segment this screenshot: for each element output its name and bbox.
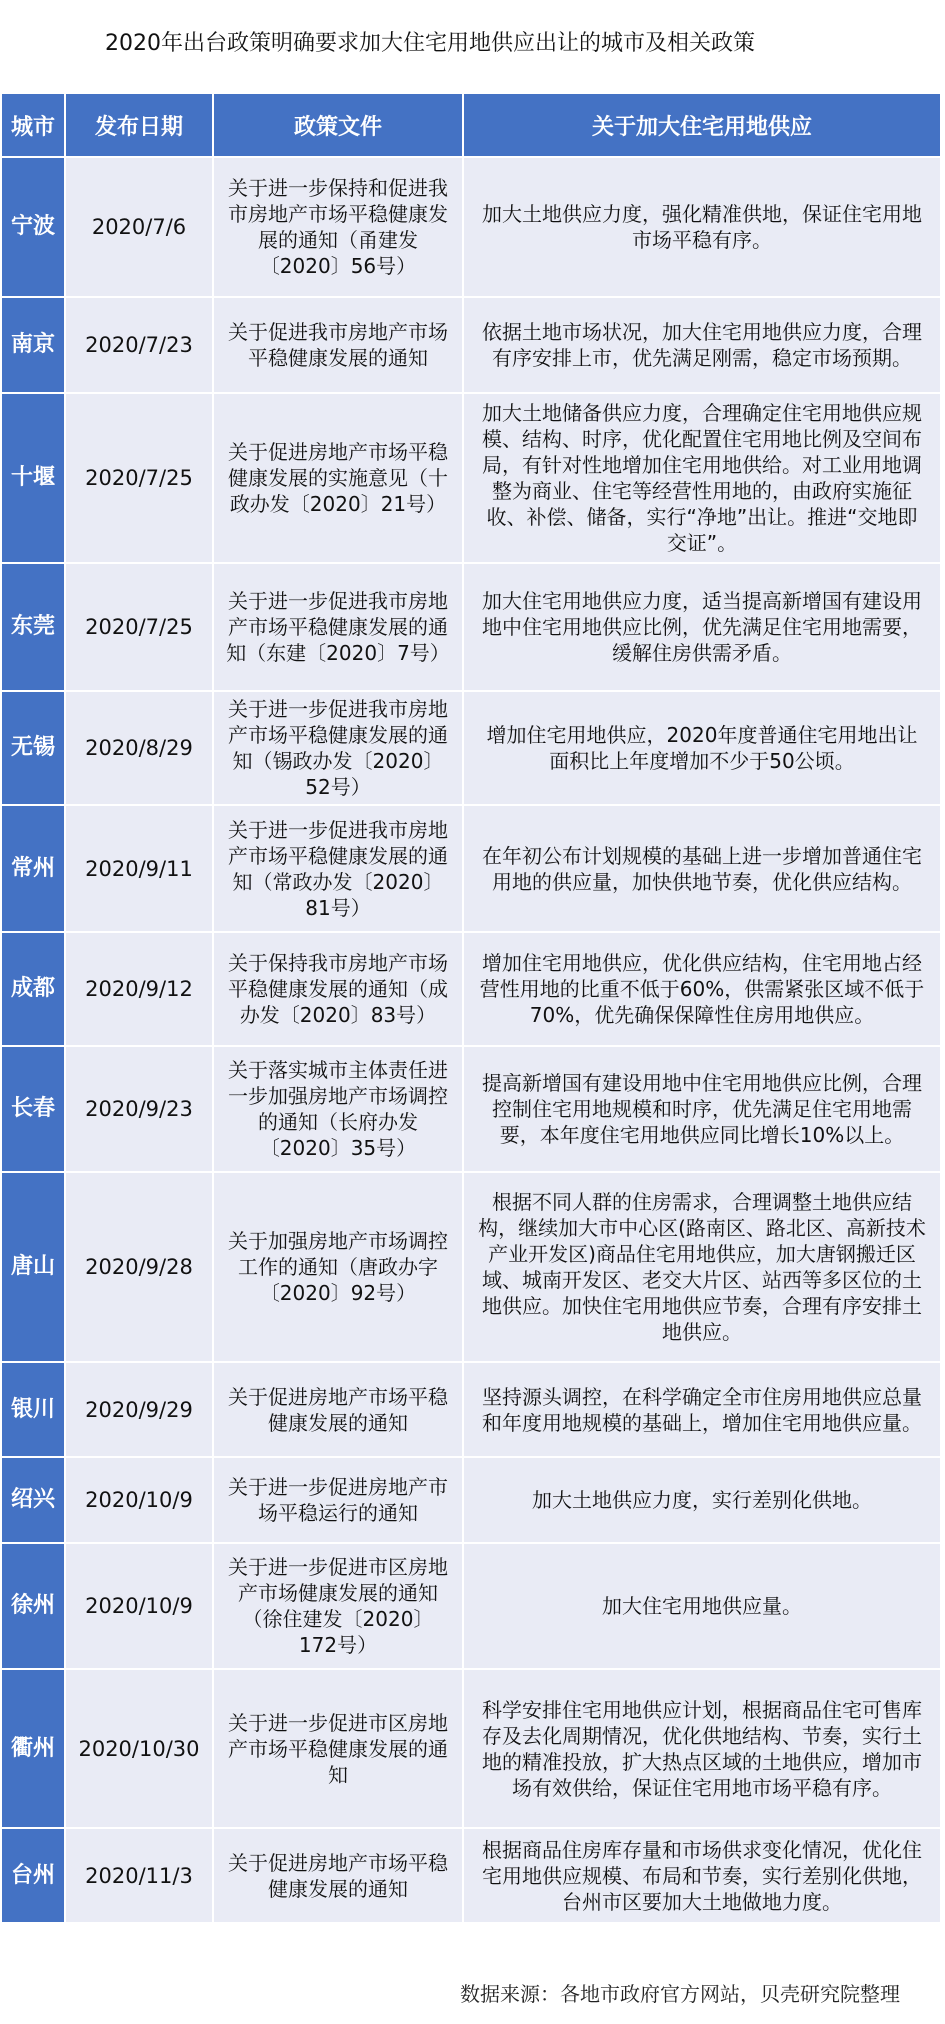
document-cell: 关于进一步促进市区房地产市场平稳健康发展的通知 bbox=[213, 1669, 463, 1828]
city-cell: 东莞 bbox=[1, 563, 65, 691]
document-cell: 关于落实城市主体责任进一步加强房地产市场调控的通知（长府办发〔2020〕35号） bbox=[213, 1046, 463, 1172]
date-cell: 2020/9/11 bbox=[65, 805, 213, 932]
policy-cell: 根据不同人群的住房需求，合理调整土地供应结构，继续加大市中心区(路南区、路北区、高新技术产业开发区)商品住宅用地供应，加大唐钢搬迁区域、城南开发区、老交大片区、站西等多区位的土地供应。加快住宅用地供应节奏，合理有序安排土地供应。 bbox=[463, 1172, 941, 1362]
date-cell: 2020/9/12 bbox=[65, 932, 213, 1046]
table-header-row bbox=[1, 93, 941, 157]
table-row bbox=[1, 1457, 941, 1543]
table-row bbox=[1, 1362, 941, 1457]
header-document: 政策文件 bbox=[213, 93, 463, 157]
date-cell: 2020/7/6 bbox=[65, 157, 213, 297]
city-cell: 唐山 bbox=[1, 1172, 65, 1362]
document-cell: 关于促进房地产市场平稳健康发展的通知 bbox=[213, 1828, 463, 1923]
table-row bbox=[1, 932, 941, 1046]
document-cell: 关于进一步促进我市房地产市场平稳健康发展的通知（锡政办发〔2020〕52号） bbox=[213, 691, 463, 805]
table-row bbox=[1, 563, 941, 691]
policy-cell: 加大土地供应力度，强化精准供地，保证住宅用地市场平稳有序。 bbox=[463, 157, 941, 297]
table-row bbox=[1, 691, 941, 805]
date-cell: 2020/9/23 bbox=[65, 1046, 213, 1172]
table-row bbox=[1, 805, 941, 932]
date-cell: 2020/7/23 bbox=[65, 297, 213, 393]
policy-table bbox=[0, 92, 942, 1924]
document-cell: 关于促进房地产市场平稳健康发展的通知 bbox=[213, 1362, 463, 1457]
city-cell: 十堰 bbox=[1, 393, 65, 563]
city-cell: 银川 bbox=[1, 1362, 65, 1457]
date-cell: 2020/7/25 bbox=[65, 563, 213, 691]
document-cell: 关于促进房地产市场平稳健康发展的实施意见（十政办发〔2020〕21号） bbox=[213, 393, 463, 563]
date-cell: 2020/7/25 bbox=[65, 393, 213, 563]
policy-cell: 坚持源头调控，在科学确定全市住房用地供应总量和年度用地规模的基础上，增加住宅用地供应量。 bbox=[463, 1362, 941, 1457]
policy-cell: 在年初公布计划规模的基础上进一步增加普通住宅用地的供应量，加快供地节奏，优化供应结构。 bbox=[463, 805, 941, 932]
city-cell: 宁波 bbox=[1, 157, 65, 297]
document-cell: 关于保持我市房地产市场平稳健康发展的通知（成办发〔2020〕83号） bbox=[213, 932, 463, 1046]
table-row bbox=[1, 297, 941, 393]
policy-cell: 依据土地市场状况，加大住宅用地供应力度，合理有序安排上市，优先满足刚需，稳定市场预期。 bbox=[463, 297, 941, 393]
table-row bbox=[1, 1828, 941, 1923]
city-cell: 徐州 bbox=[1, 1543, 65, 1669]
policy-cell: 增加住宅用地供应，优化供应结构，住宅用地占经营性用地的比重不低于60%，供需紧张区域不低于70%，优先确保保障性住房用地供应。 bbox=[463, 932, 941, 1046]
table-row bbox=[1, 157, 941, 297]
city-cell: 长春 bbox=[1, 1046, 65, 1172]
city-cell: 绍兴 bbox=[1, 1457, 65, 1543]
table-row bbox=[1, 393, 941, 563]
date-cell: 2020/10/9 bbox=[65, 1457, 213, 1543]
city-cell: 常州 bbox=[1, 805, 65, 932]
table-row bbox=[1, 1669, 941, 1828]
city-cell: 成都 bbox=[1, 932, 65, 1046]
date-cell: 2020/11/3 bbox=[65, 1828, 213, 1923]
date-cell: 2020/8/29 bbox=[65, 691, 213, 805]
date-cell: 2020/10/9 bbox=[65, 1543, 213, 1669]
document-cell: 关于促进我市房地产市场平稳健康发展的通知 bbox=[213, 297, 463, 393]
policy-cell: 加大住宅用地供应量。 bbox=[463, 1543, 941, 1669]
page-title: 2020年出台政策明确要求加大住宅用地供应出让的城市及相关政策 bbox=[105, 31, 755, 56]
document-cell: 关于加强房地产市场调控工作的通知（唐政办字〔2020〕92号） bbox=[213, 1172, 463, 1362]
policy-cell: 根据商品住房库存量和市场供求变化情况，优化住宅用地供应规模、布局和节奏，实行差别化供地，台州市区要加大土地做地力度。 bbox=[463, 1828, 941, 1923]
policy-cell: 加大住宅用地供应力度，适当提高新增国有建设用地中住宅用地供应比例，优先满足住宅用地需要，缓解住房供需矛盾。 bbox=[463, 563, 941, 691]
city-cell: 衢州 bbox=[1, 1669, 65, 1828]
policy-cell: 加大土地供应力度，实行差别化供地。 bbox=[463, 1457, 941, 1543]
table-row bbox=[1, 1172, 941, 1362]
policy-cell: 增加住宅用地供应，2020年度普通住宅用地出让面积比上年度增加不少于50公顷。 bbox=[463, 691, 941, 805]
document-cell: 关于进一步促进房地产市场平稳运行的通知 bbox=[213, 1457, 463, 1543]
header-date: 发布日期 bbox=[65, 93, 213, 157]
document-cell: 关于进一步促进我市房地产市场平稳健康发展的通知（东建〔2020〕7号） bbox=[213, 563, 463, 691]
header-city: 城市 bbox=[1, 93, 65, 157]
city-cell: 台州 bbox=[1, 1828, 65, 1923]
data-source-note: 数据来源：各地市政府官方网站，贝壳研究院整理 bbox=[460, 1982, 900, 2006]
policy-cell: 加大土地储备供应力度，合理确定住宅用地供应规模、结构、时序，优化配置住宅用地比例及空间布局，有针对性地增加住宅用地供给。对工业用地调整为商业、住宅等经营性用地的，由政府实施征收、补偿、储备，实行“净地”出让。推进“交地即交证”。 bbox=[463, 393, 941, 563]
policy-cell: 提高新增国有建设用地中住宅用地供应比例，合理控制住宅用地规模和时序，优先满足住宅用地需要，本年度住宅用地供应同比增长10%以上。 bbox=[463, 1046, 941, 1172]
policy-cell: 科学安排住宅用地供应计划，根据商品住宅可售库存及去化周期情况，优化供地结构、节奏，实行土地的精准投放，扩大热点区域的土地供应，增加市场有效供给，保证住宅用地市场平稳有序。 bbox=[463, 1669, 941, 1828]
date-cell: 2020/9/29 bbox=[65, 1362, 213, 1457]
table-row bbox=[1, 1046, 941, 1172]
city-cell: 无锡 bbox=[1, 691, 65, 805]
document-cell: 关于进一步促进我市房地产市场平稳健康发展的通知（常政办发〔2020〕81号） bbox=[213, 805, 463, 932]
header-policy: 关于加大住宅用地供应 bbox=[463, 93, 941, 157]
date-cell: 2020/10/30 bbox=[65, 1669, 213, 1828]
document-cell: 关于进一步保持和促进我市房地产市场平稳健康发展的通知（甬建发〔2020〕56号） bbox=[213, 157, 463, 297]
table-row bbox=[1, 1543, 941, 1669]
date-cell: 2020/9/28 bbox=[65, 1172, 213, 1362]
document-cell: 关于进一步促进市区房地产市场健康发展的通知（徐住建发〔2020〕172号） bbox=[213, 1543, 463, 1669]
city-cell: 南京 bbox=[1, 297, 65, 393]
